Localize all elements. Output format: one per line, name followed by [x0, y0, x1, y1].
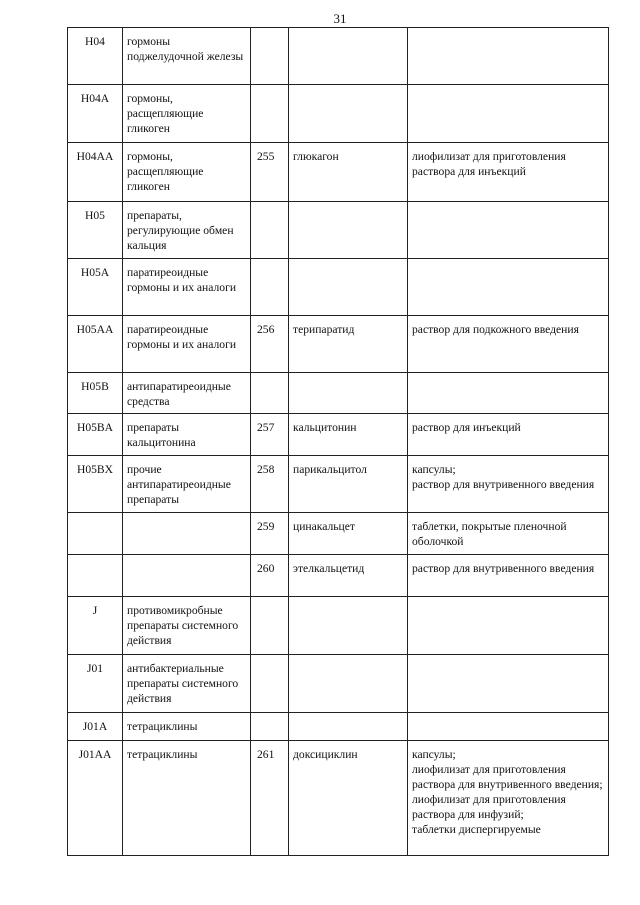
row-number-cell: 255 — [251, 143, 289, 202]
table-row — [68, 713, 609, 741]
table-row — [68, 202, 609, 259]
atc-code-cell: H05 — [68, 202, 123, 259]
dosage-form-cell — [408, 655, 609, 713]
drug-name-cell — [289, 259, 408, 316]
atc-code-cell — [68, 555, 123, 597]
dosage-form-cell: раствор для подкожного введения — [408, 316, 609, 373]
table-row — [68, 513, 609, 555]
dosage-form-cell — [408, 202, 609, 259]
drug-name-cell: глюкагон — [289, 143, 408, 202]
dosage-form-cell: раствор для инъекций — [408, 414, 609, 456]
dosage-form-cell: капсулы; раствор для внутривенного введения — [408, 456, 609, 513]
drug-name-cell: этелкальцетид — [289, 555, 408, 597]
drug-name-cell — [289, 597, 408, 655]
atc-code-cell: H04 — [68, 28, 123, 85]
drug-name-cell — [289, 28, 408, 85]
row-number-cell: 259 — [251, 513, 289, 555]
dosage-form-cell: таблетки, покрытые пленочной оболочкой — [408, 513, 609, 555]
drug-name-cell: кальцитонин — [289, 414, 408, 456]
drug-name-cell — [289, 713, 408, 741]
atc-code-cell — [68, 513, 123, 555]
row-number-cell — [251, 259, 289, 316]
anatomic-group-cell: препараты, регулирующие обмен кальция — [123, 202, 251, 259]
anatomic-group-cell: тетрациклины — [123, 713, 251, 741]
anatomic-group-cell: гормоны, расщепляющие гликоген — [123, 143, 251, 202]
row-number-cell — [251, 655, 289, 713]
drug-name-cell: доксициклин — [289, 741, 408, 856]
row-number-cell — [251, 28, 289, 85]
row-number-cell: 261 — [251, 741, 289, 856]
atc-code-cell: J — [68, 597, 123, 655]
atc-code-cell: H05B — [68, 373, 123, 414]
anatomic-group-cell — [123, 513, 251, 555]
anatomic-group-cell — [123, 555, 251, 597]
atc-code-cell: H04AA — [68, 143, 123, 202]
table-row — [68, 28, 609, 85]
atc-code-cell: J01A — [68, 713, 123, 741]
table-row — [68, 741, 609, 856]
table-row — [68, 655, 609, 713]
table-row — [68, 316, 609, 373]
row-number-cell: 256 — [251, 316, 289, 373]
dosage-form-cell — [408, 597, 609, 655]
anatomic-group-cell: препараты кальцитонина — [123, 414, 251, 456]
anatomic-group-cell: гормоны поджелудочной железы — [123, 28, 251, 85]
anatomic-group-cell: прочие антипаратиреоидные препараты — [123, 456, 251, 513]
atc-code-cell: H05AA — [68, 316, 123, 373]
drug-name-cell: цинакальцет — [289, 513, 408, 555]
table-row — [68, 597, 609, 655]
atc-code-cell: J01AA — [68, 741, 123, 856]
row-number-cell — [251, 85, 289, 143]
dosage-form-cell — [408, 713, 609, 741]
drug-name-cell — [289, 373, 408, 414]
row-number-cell — [251, 597, 289, 655]
dosage-form-cell — [408, 259, 609, 316]
drug-name-cell: парикальцитол — [289, 456, 408, 513]
atc-code-cell: H05A — [68, 259, 123, 316]
drug-name-cell: терипаратид — [289, 316, 408, 373]
anatomic-group-cell: паратиреоидные гормоны и их аналоги — [123, 316, 251, 373]
table-row — [68, 143, 609, 202]
drug-name-cell — [289, 85, 408, 143]
anatomic-group-cell: антибактериальные препараты системного действия — [123, 655, 251, 713]
dosage-form-cell — [408, 85, 609, 143]
atc-code-cell: H05BX — [68, 456, 123, 513]
row-number-cell: 257 — [251, 414, 289, 456]
drug-name-cell — [289, 655, 408, 713]
dosage-form-cell — [408, 28, 609, 85]
table-row — [68, 456, 609, 513]
dosage-form-cell: капсулы; лиофилизат для приготовления раствора для внутривенного введения; лиофилизат для приготовления раствора для инфузий; таблетки диспергируемые — [408, 741, 609, 856]
anatomic-group-cell: гормоны, расщепляющие гликоген — [123, 85, 251, 143]
dosage-form-cell — [408, 373, 609, 414]
dosage-form-cell: лиофилизат для приготовления раствора для инъекций — [408, 143, 609, 202]
drug-classification-table — [67, 27, 609, 856]
table-row — [68, 85, 609, 143]
anatomic-group-cell: противомикробные препараты системного действия — [123, 597, 251, 655]
table-row — [68, 414, 609, 456]
atc-code-cell: H04A — [68, 85, 123, 143]
atc-code-cell: H05BA — [68, 414, 123, 456]
anatomic-group-cell: тетрациклины — [123, 741, 251, 856]
anatomic-group-cell: антипаратиреоидные средства — [123, 373, 251, 414]
table-row — [68, 555, 609, 597]
table-row — [68, 259, 609, 316]
row-number-cell: 258 — [251, 456, 289, 513]
row-number-cell — [251, 202, 289, 259]
row-number-cell — [251, 373, 289, 414]
atc-code-cell: J01 — [68, 655, 123, 713]
page-number: 31 — [333, 11, 347, 26]
drug-name-cell — [289, 202, 408, 259]
row-number-cell: 260 — [251, 555, 289, 597]
row-number-cell — [251, 713, 289, 741]
anatomic-group-cell: паратиреоидные гормоны и их аналоги — [123, 259, 251, 316]
dosage-form-cell: раствор для внутривенного введения — [408, 555, 609, 597]
table-row — [68, 373, 609, 414]
